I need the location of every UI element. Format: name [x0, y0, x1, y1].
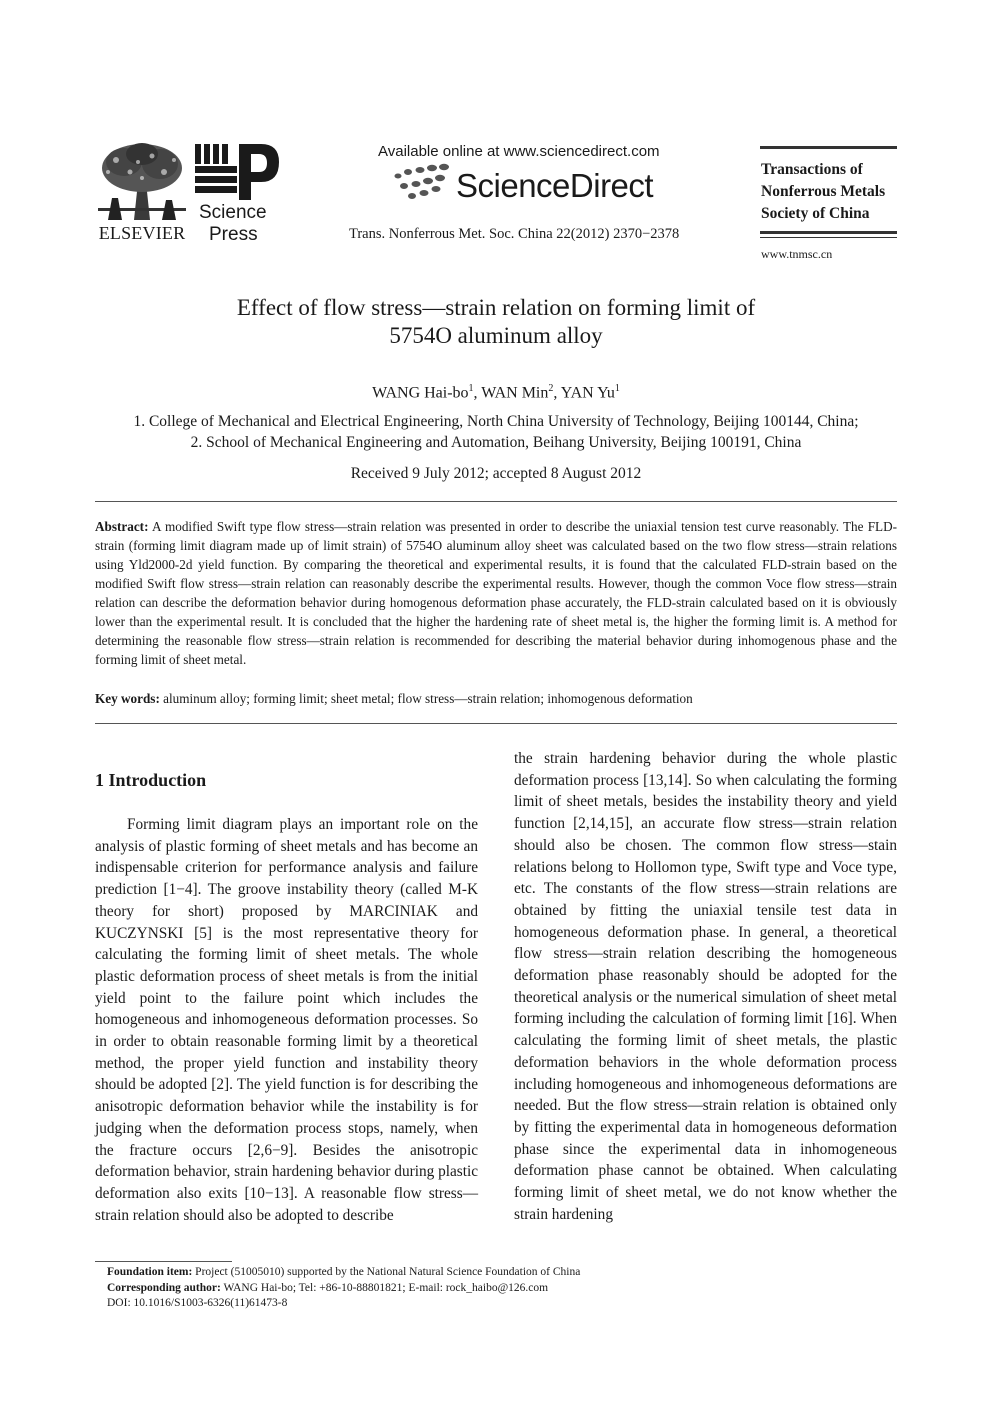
left-column [95, 814, 478, 1226]
journal-name-line-2: Nonferrous Metals [761, 183, 886, 200]
abstract-label: Abstract: [95, 519, 149, 534]
corresponding-author [107, 1281, 897, 1297]
author-name: WANG Hai-bo [372, 384, 469, 402]
foundation-label: Foundation item: [107, 1266, 193, 1278]
journal-rule-bottom [760, 231, 897, 234]
journal-name-line-3: Society of China [761, 205, 870, 222]
keywords [95, 689, 897, 708]
received-dates: Received 9 July 2012; accepted 8 August 2012 [350, 465, 642, 482]
sciencedirect-dots-icon [392, 162, 454, 204]
author-name: WAN Min [481, 384, 549, 402]
abstract-rule-bottom [95, 723, 897, 724]
keywords-text: aluminum alloy; forming limit; sheet metal; flow stress—strain relation; inhomogenous deformation [163, 691, 693, 706]
article-title [96, 294, 896, 350]
journal-rule-bottom-thin [760, 237, 897, 238]
available-online-text: Available online at www.sciencedirect.com [378, 143, 660, 160]
footnotes [107, 1265, 897, 1312]
author-list [96, 378, 896, 404]
right-column [514, 748, 897, 1225]
author-affil-marker: 1 [614, 383, 620, 394]
body-paragraph: Forming limit diagram plays an important role on the analysis of plastic forming of sheet metals and has become an indispensable criterion for performance analysis and failure prediction [1−4]. The groove instability theory (called M-K theory for short) proposed by MARCINIAK and KUCZYNSKI [5] is the most representative theory for calculating the forming limit of sheet metals. The whole plastic deformation process of sheet metals is from the initial yield point to the failure point which includes the homogeneous and inhomogeneous deformation processes. So in order to obtain reasonable forming limit by a theoretical method, the proper yield function and instability theory should be adopted [2]. The yield function is for describing the anisotropic deformation behavior while the instability is for judging when the deformation process stops, namely, when the fracture occurs [2,6−9]. Besides the anisotropic deformation behavior, strain hardening behavior during plastic deformation also exits [10−13]. A reasonable flow stress—strain relation should also be adopted to describe [95, 816, 478, 1224]
doi-link[interactable]: DOI: 10.1016/S1003-6326(11)61473-8 [107, 1297, 288, 1309]
body-paragraph: the strain hardening behavior during the whole plastic deformation process [13,14]. So when calculating the forming limit of sheet metals, besides the instability theory and yield function [2,14,15], an accurate flow stress—strain relation should also be chosen. The common flow stress—stain relations belong to Hollomon type, Swift type and Voce type, etc. The constants of the flow stress—strain relations are obtained by fitting the uniaxial tensile test data in homogeneous deformation phase. In general, a theoretical flow stress—strain relation describing the homogeneous deformation phase reasonably should be adopted for the theoretical analysis or the numerical simulation of sheet metal forming including the calculation of forming limit [16]. When calculating the forming limit of sheet metals, the plastic deformation behaviors in the whole deformation process including homogeneous and inhomogeneous deformations are needed. But the flow stress—strain relation is obtained only by fitting the experimental data in homogeneous deformation phase since the experimental data in inhomogeneous deformation phase cannot be obtained. When calculating forming limit of sheet metal, we do not know whether the strain hardening [514, 750, 897, 1223]
corresponding-text: WANG Hai-bo; Tel: +86-10-88801821; E-mail: rock_haibo@126.com [223, 1281, 549, 1294]
affiliation-2: 2. School of Mechanical Engineering and Automation, Beihang University, Beijing 100191, China [190, 434, 802, 451]
foundation-item [107, 1265, 897, 1281]
journal-name [761, 159, 911, 225]
abstract-rule-top [95, 501, 897, 502]
author-affil-marker: 1 [468, 383, 474, 394]
sciencedirect-logo-text: ScienceDirect [456, 167, 654, 204]
science-press-word-1: Science [199, 202, 267, 223]
author-name: YAN Yu [560, 384, 615, 402]
journal-name-line-1: Transactions of [761, 161, 863, 178]
journal-rule-top [760, 146, 897, 149]
author-affil-marker: 2 [548, 383, 554, 394]
science-press-logo [193, 142, 283, 246]
elsevier-tree-icon [94, 142, 190, 222]
affiliation-1: 1. College of Mechanical and Electrical Engineering, North China University of Technology, Beijing 100144, China; [133, 413, 859, 430]
title-line-2: 5754O aluminum alloy [389, 323, 603, 348]
foundation-text: Project (51005010) supported by the National Natural Science Foundation of China [195, 1266, 581, 1278]
elsevier-logo [94, 142, 190, 246]
corresponding-label: Corresponding author: [107, 1281, 221, 1294]
elsevier-wordmark: ELSEVIER [98, 223, 186, 243]
section-heading: 1 Introduction [95, 770, 207, 790]
author-separator: , [553, 384, 561, 402]
journal-citation: Trans. Nonferrous Met. Soc. China 22(2012) 2370−2378 [349, 226, 680, 242]
science-press-word-2: Press [209, 224, 258, 245]
science-press-mark-icon [193, 142, 283, 202]
abstract-text: A modified Swift type flow stress—strain relation was presented in order to describe the uniaxial tension test curve reasonably. The FLD-strain (forming limit diagram made up of limit strain) of 5754O aluminum alloy sheet was calculated based on the two flow stress—strain relations using Yld2000-2d yield function. By comparing the theoretical and experimental results, it is found that the calculated FLD-strain based on the modified Swift flow stress—strain relation can reasonably describe the experimental results. However, though the common Voce flow stress—strain relation can describe the deformation behavior during homogenous deformation phase accurately, the FLD-strain calculated based on it is obviously lower than the experimental result. It is concluded that the higher the hardening rate of sheet metal is, the higher the forming limit is. A method for determining the reasonable flow stress—strain relation is recommended for describing the material behavior during inhomogenous phase and the forming limit of sheet metal. [95, 519, 897, 667]
title-line-1: Effect of flow stress—strain relation on forming limit of [236, 295, 756, 320]
footnote-rule [95, 1261, 232, 1262]
author-separator: , [473, 384, 482, 402]
abstract [95, 517, 897, 669]
keywords-label: Key words: [95, 691, 160, 706]
journal-url-link[interactable]: www.tnmsc.cn [761, 247, 833, 261]
